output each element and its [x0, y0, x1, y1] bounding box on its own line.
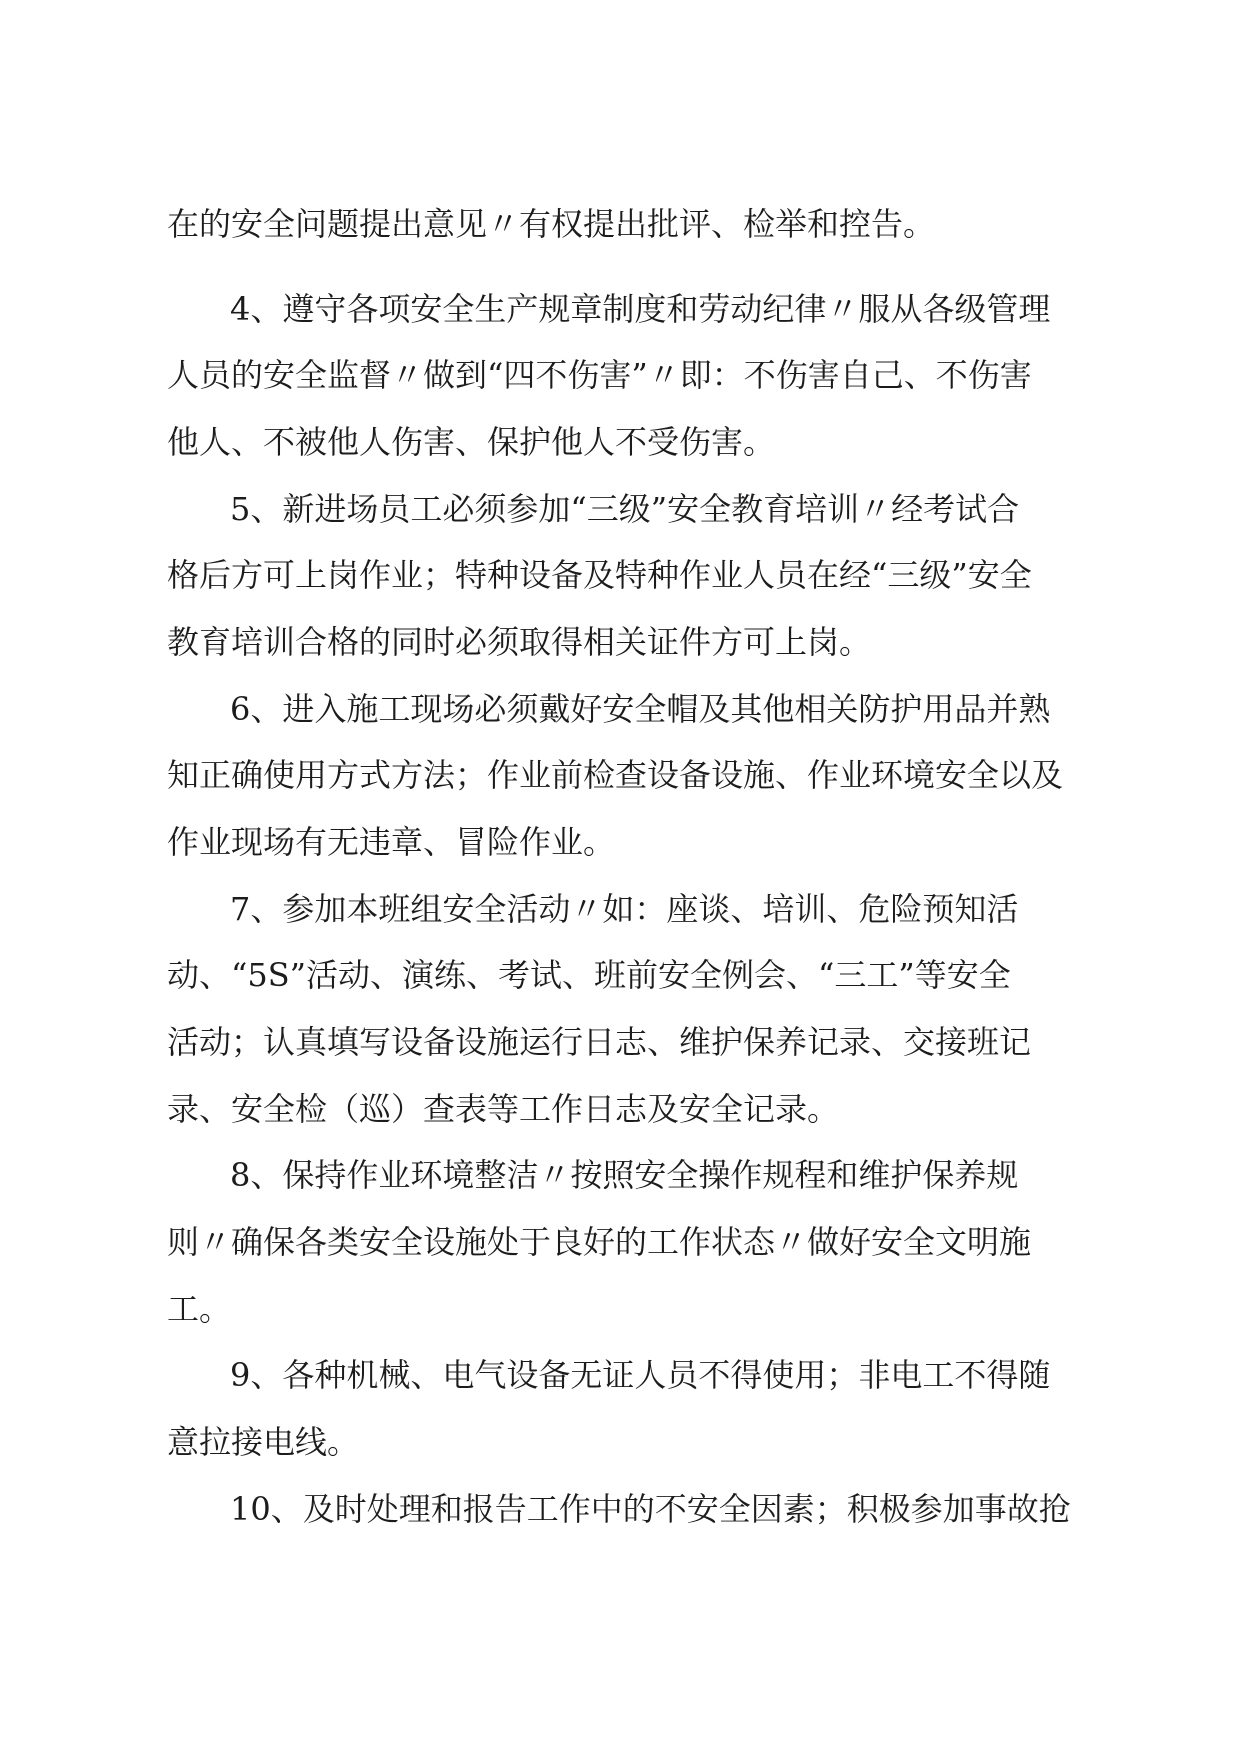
paragraph-line: 人员的安全监督〃做到“四不伤害”〃即：不伤害自己、不伤害	[167, 356, 1032, 394]
paragraph-line: 5、新进场员工必须参加“三级”安全教育培训〃经考试合	[230, 490, 1020, 528]
paragraph-line: 6、进入施工现场必须戴好安全帽及其他相关防护用品并熟	[230, 690, 1051, 728]
paragraph-line: 知正确使用方式方法；作业前检查设备设施、作业环境安全以及	[167, 756, 1064, 794]
paragraph-line: 8、保持作业环境整洁〃按照安全操作规程和维护保养规	[230, 1156, 1019, 1194]
paragraph-line: 4、遵守各项安全生产规章制度和劳动纪律〃服从各级管理	[230, 290, 1051, 328]
paragraph-line: 录、安全检（巡）查表等工作日志及安全记录。	[167, 1090, 840, 1128]
paragraph-line: 他人、不被他人伤害、保护他人不受伤害。	[167, 423, 776, 461]
paragraph-line: 则〃确保各类安全设施处于良好的工作状态〃做好安全文明施	[167, 1223, 1032, 1261]
paragraph-line: 7、参加本班组安全活动〃如：座谈、培训、危险预知活	[230, 890, 1019, 928]
paragraph-line: 活动；认真填写设备设施运行日志、维护保养记录、交接班记	[167, 1023, 1032, 1061]
paragraph-line: 工。	[167, 1290, 232, 1328]
paragraph-line: 动、“5S”活动、演练、考试、班前安全例会、“三工”等安全	[167, 956, 1011, 994]
paragraph-line: 教育培训合格的同时必须取得相关证件方可上岗。	[167, 623, 872, 661]
paragraph-line: 作业现场有无违章、冒险作业。	[167, 823, 616, 861]
paragraph-line: 在的安全问题提出意见〃有权提出批评、检举和控告。	[167, 205, 936, 243]
paragraph-line: 10、及时处理和报告工作中的不安全因素；积极参加事故抢	[230, 1490, 1071, 1528]
paragraph-line: 9、各种机械、电气设备无证人员不得使用；非电工不得随	[230, 1356, 1051, 1394]
paragraph-line: 意拉接电线。	[167, 1423, 360, 1461]
paragraph-line: 格后方可上岗作业；特种设备及特种作业人员在经“三级”安全	[167, 556, 1032, 594]
